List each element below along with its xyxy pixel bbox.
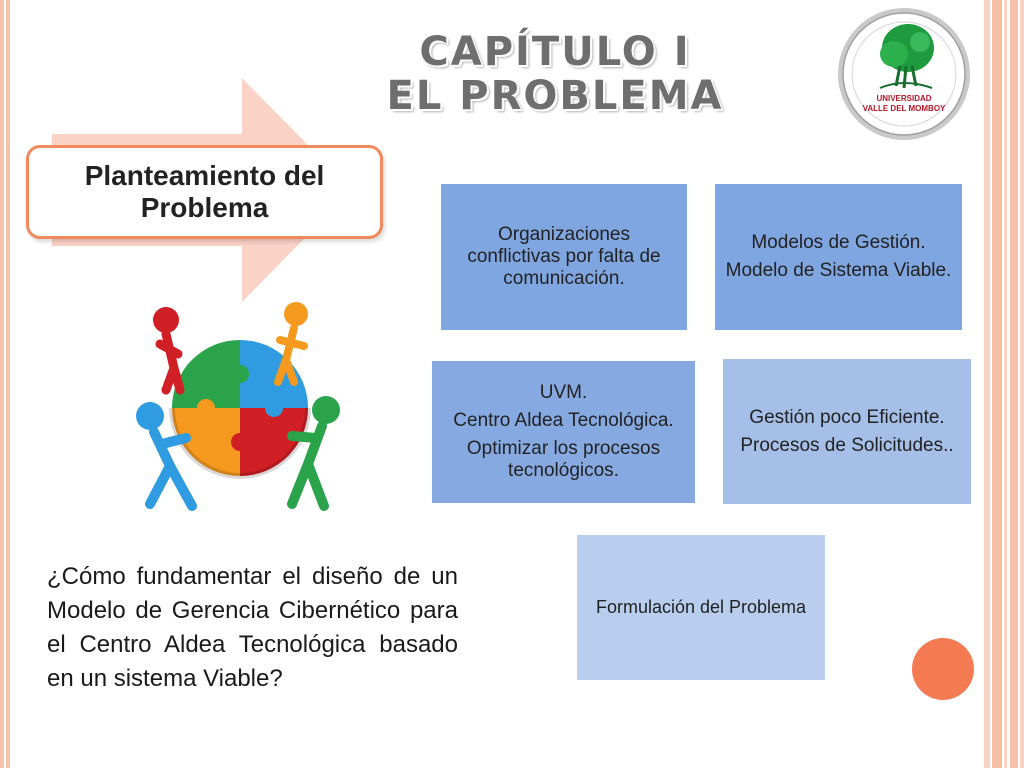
right-stripes-decoration	[984, 0, 1024, 768]
title-line-1: CAPÍTULO I	[419, 29, 691, 75]
box-text: Optimizar los procesos tecnológicos.	[466, 438, 661, 481]
box-text: Organizaciones conflictivas por falta de comunicación.	[467, 224, 661, 289]
heading-planteamiento: Planteamiento del Problema	[26, 145, 383, 239]
university-logo	[836, 6, 972, 142]
box-text: Centro Aldea Tecnológica.	[453, 410, 674, 431]
box-text: Modelos de Gestión.	[751, 232, 926, 253]
decorative-circle	[912, 638, 974, 700]
box-uvm	[432, 361, 695, 503]
box-text: Formulación del Problema	[595, 597, 807, 617]
logo-text-line-1: UNIVERSIDAD	[876, 94, 932, 103]
box-gestion	[723, 359, 971, 504]
box-text: Modelo de Sistema Viable.	[725, 260, 952, 281]
box-formulacion	[577, 535, 825, 680]
red-figure-icon	[153, 307, 180, 390]
logo-text-line-2: VALLE DEL MOMBOY	[862, 104, 946, 113]
box-organizaciones	[441, 184, 687, 330]
left-border-line	[4, 0, 6, 768]
research-question: ¿Cómo fundamentar el diseño de un Modelo de Gerencia Cibernético para el Centro Aldea Tecnológica basado en un sistema Viable?	[47, 563, 458, 692]
box-text: Procesos de Solicitudes..	[740, 434, 954, 456]
slide-title	[370, 30, 740, 118]
orange-figure-icon	[278, 302, 308, 382]
box-modelos	[715, 184, 962, 330]
title-line-2: EL PROBLEMA	[386, 73, 724, 119]
box-text: Gestión poco Eficiente.	[749, 406, 945, 428]
box-text: UVM.	[539, 382, 588, 403]
puzzle-people-illustration	[120, 298, 360, 518]
